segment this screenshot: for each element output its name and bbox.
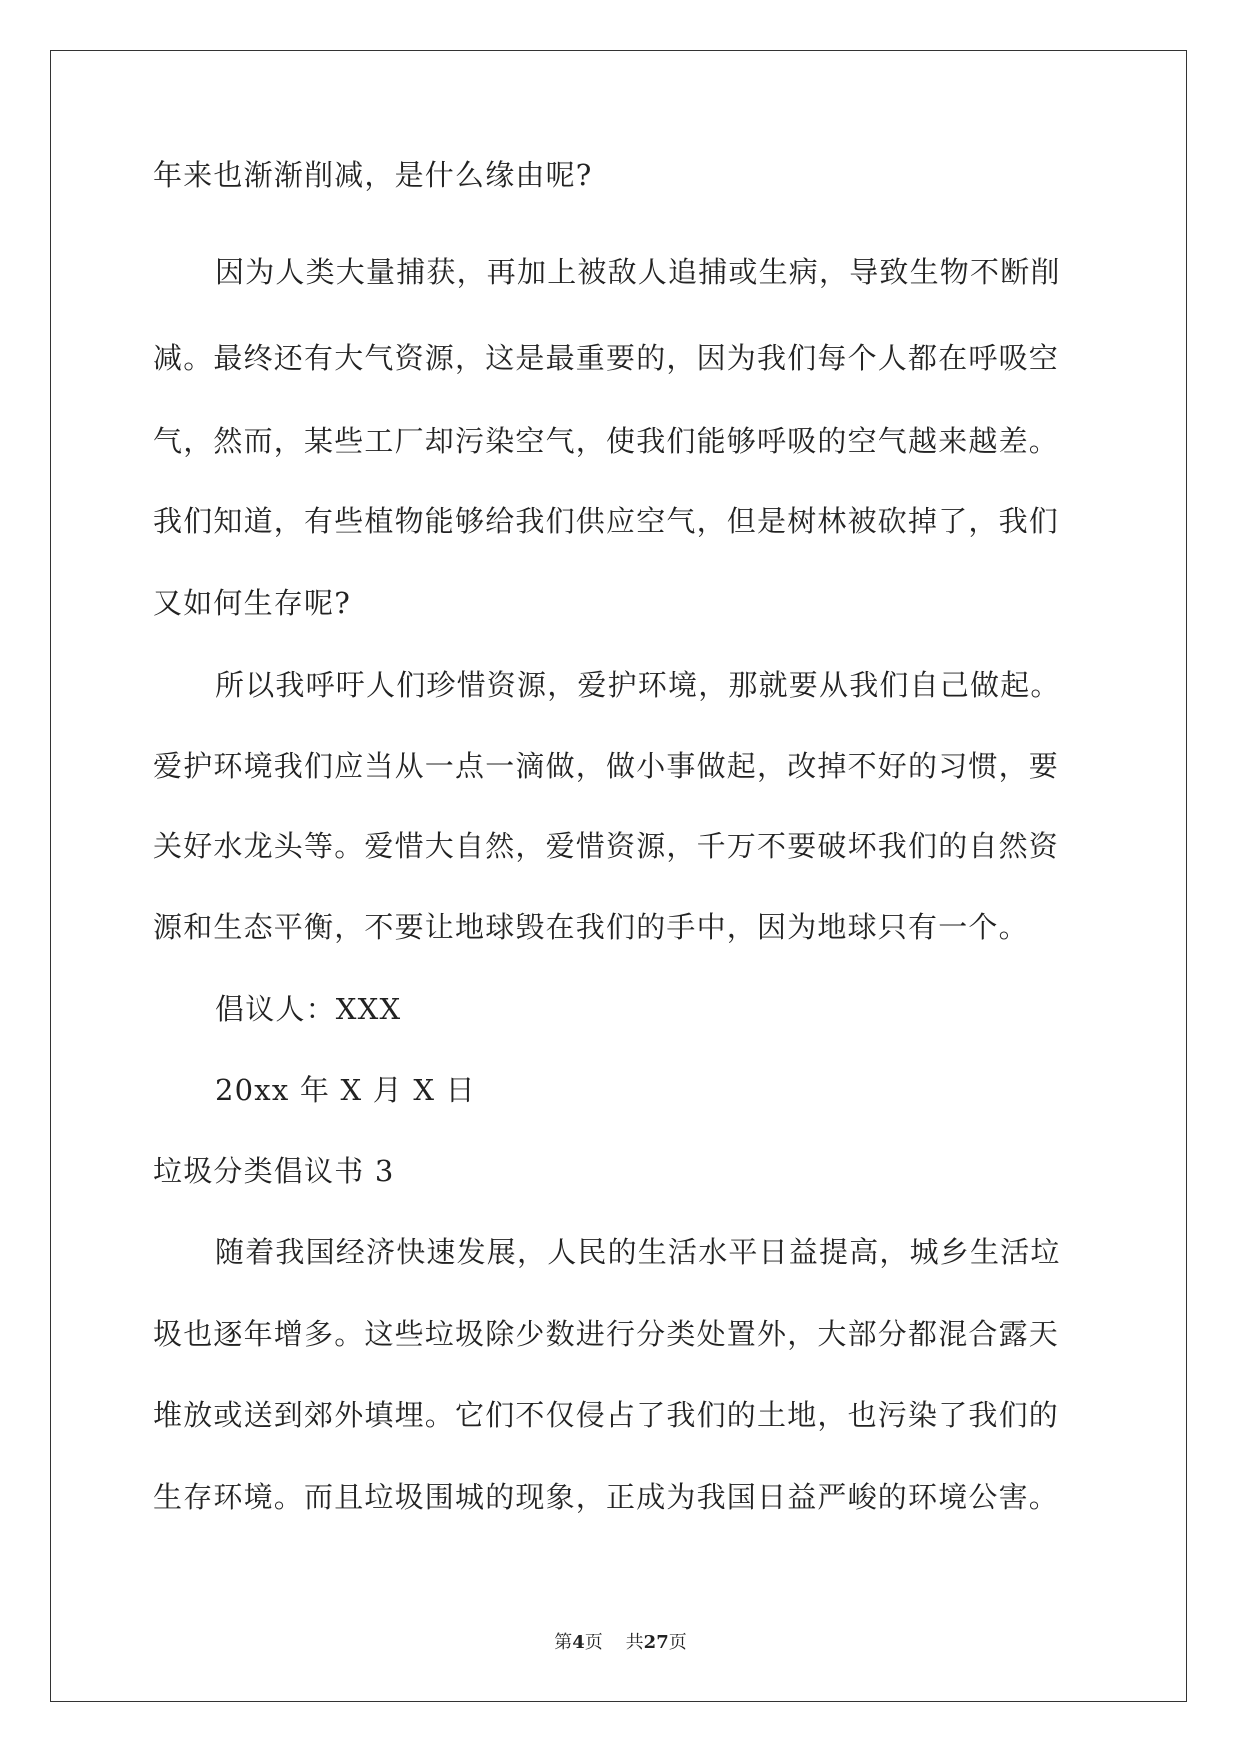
- date-line: 20xx 年 X 月 X 日: [215, 1073, 476, 1107]
- signer-line: 倡议人：XXX: [215, 992, 402, 1026]
- paragraph-start-line: 因为人类大量捕获，再加上被敌人追捕或生病，导致生物不断削: [215, 255, 1061, 289]
- text-line: 爱护环境我们应当从一点一滴做，做小事做起，改掉不好的习惯，要: [153, 749, 1060, 783]
- text-line: 气，然而，某些工厂却污染空气，使我们能够呼吸的空气越来越差。: [153, 424, 1060, 458]
- page-frame: [50, 50, 1187, 1702]
- text-line: 年来也渐渐削减，是什么缘由呢?: [153, 158, 593, 192]
- text-line: 圾也逐年增多。这些垃圾除少数进行分类处置外，大部分都混合露天: [153, 1317, 1060, 1351]
- text-line: 我们知道，有些植物能够给我们供应空气，但是树林被砍掉了，我们: [153, 504, 1060, 538]
- text-line: 关好水龙头等。爱惜大自然，爱惜资源，千万不要破坏我们的自然资: [153, 829, 1060, 863]
- text-line: 又如何生存呢?: [153, 586, 351, 620]
- text-line: 堆放或送到郊外填埋。它们不仅侵占了我们的土地，也污染了我们的: [153, 1398, 1060, 1432]
- text-line: 源和生态平衡，不要让地球毁在我们的手中，因为地球只有一个。: [153, 910, 1029, 944]
- footer-total-prefix: 共: [625, 1632, 644, 1653]
- total-pages-number: 27: [643, 1632, 669, 1653]
- text-line: 减。最终还有大气资源，这是最重要的，因为我们每个人都在呼吸空: [153, 341, 1060, 375]
- text-line: 生存环境。而且垃圾围城的现象，正成为我国日益严峻的环境公害。: [153, 1480, 1060, 1514]
- footer-total-suffix: 页: [668, 1632, 687, 1653]
- paragraph-start-line: 所以我呼吁人们珍惜资源，爱护环境，那就要从我们自己做起。: [215, 668, 1061, 702]
- footer-prefix: 第: [554, 1632, 573, 1653]
- footer-page-suffix: 页: [584, 1632, 603, 1653]
- section-heading: 垃圾分类倡议书 3: [153, 1154, 395, 1188]
- page-footer: [0, 1628, 1241, 1654]
- current-page-number: 4: [572, 1632, 585, 1653]
- paragraph-start-line: 随着我国经济快速发展，人民的生活水平日益提高，城乡生活垃: [215, 1235, 1061, 1269]
